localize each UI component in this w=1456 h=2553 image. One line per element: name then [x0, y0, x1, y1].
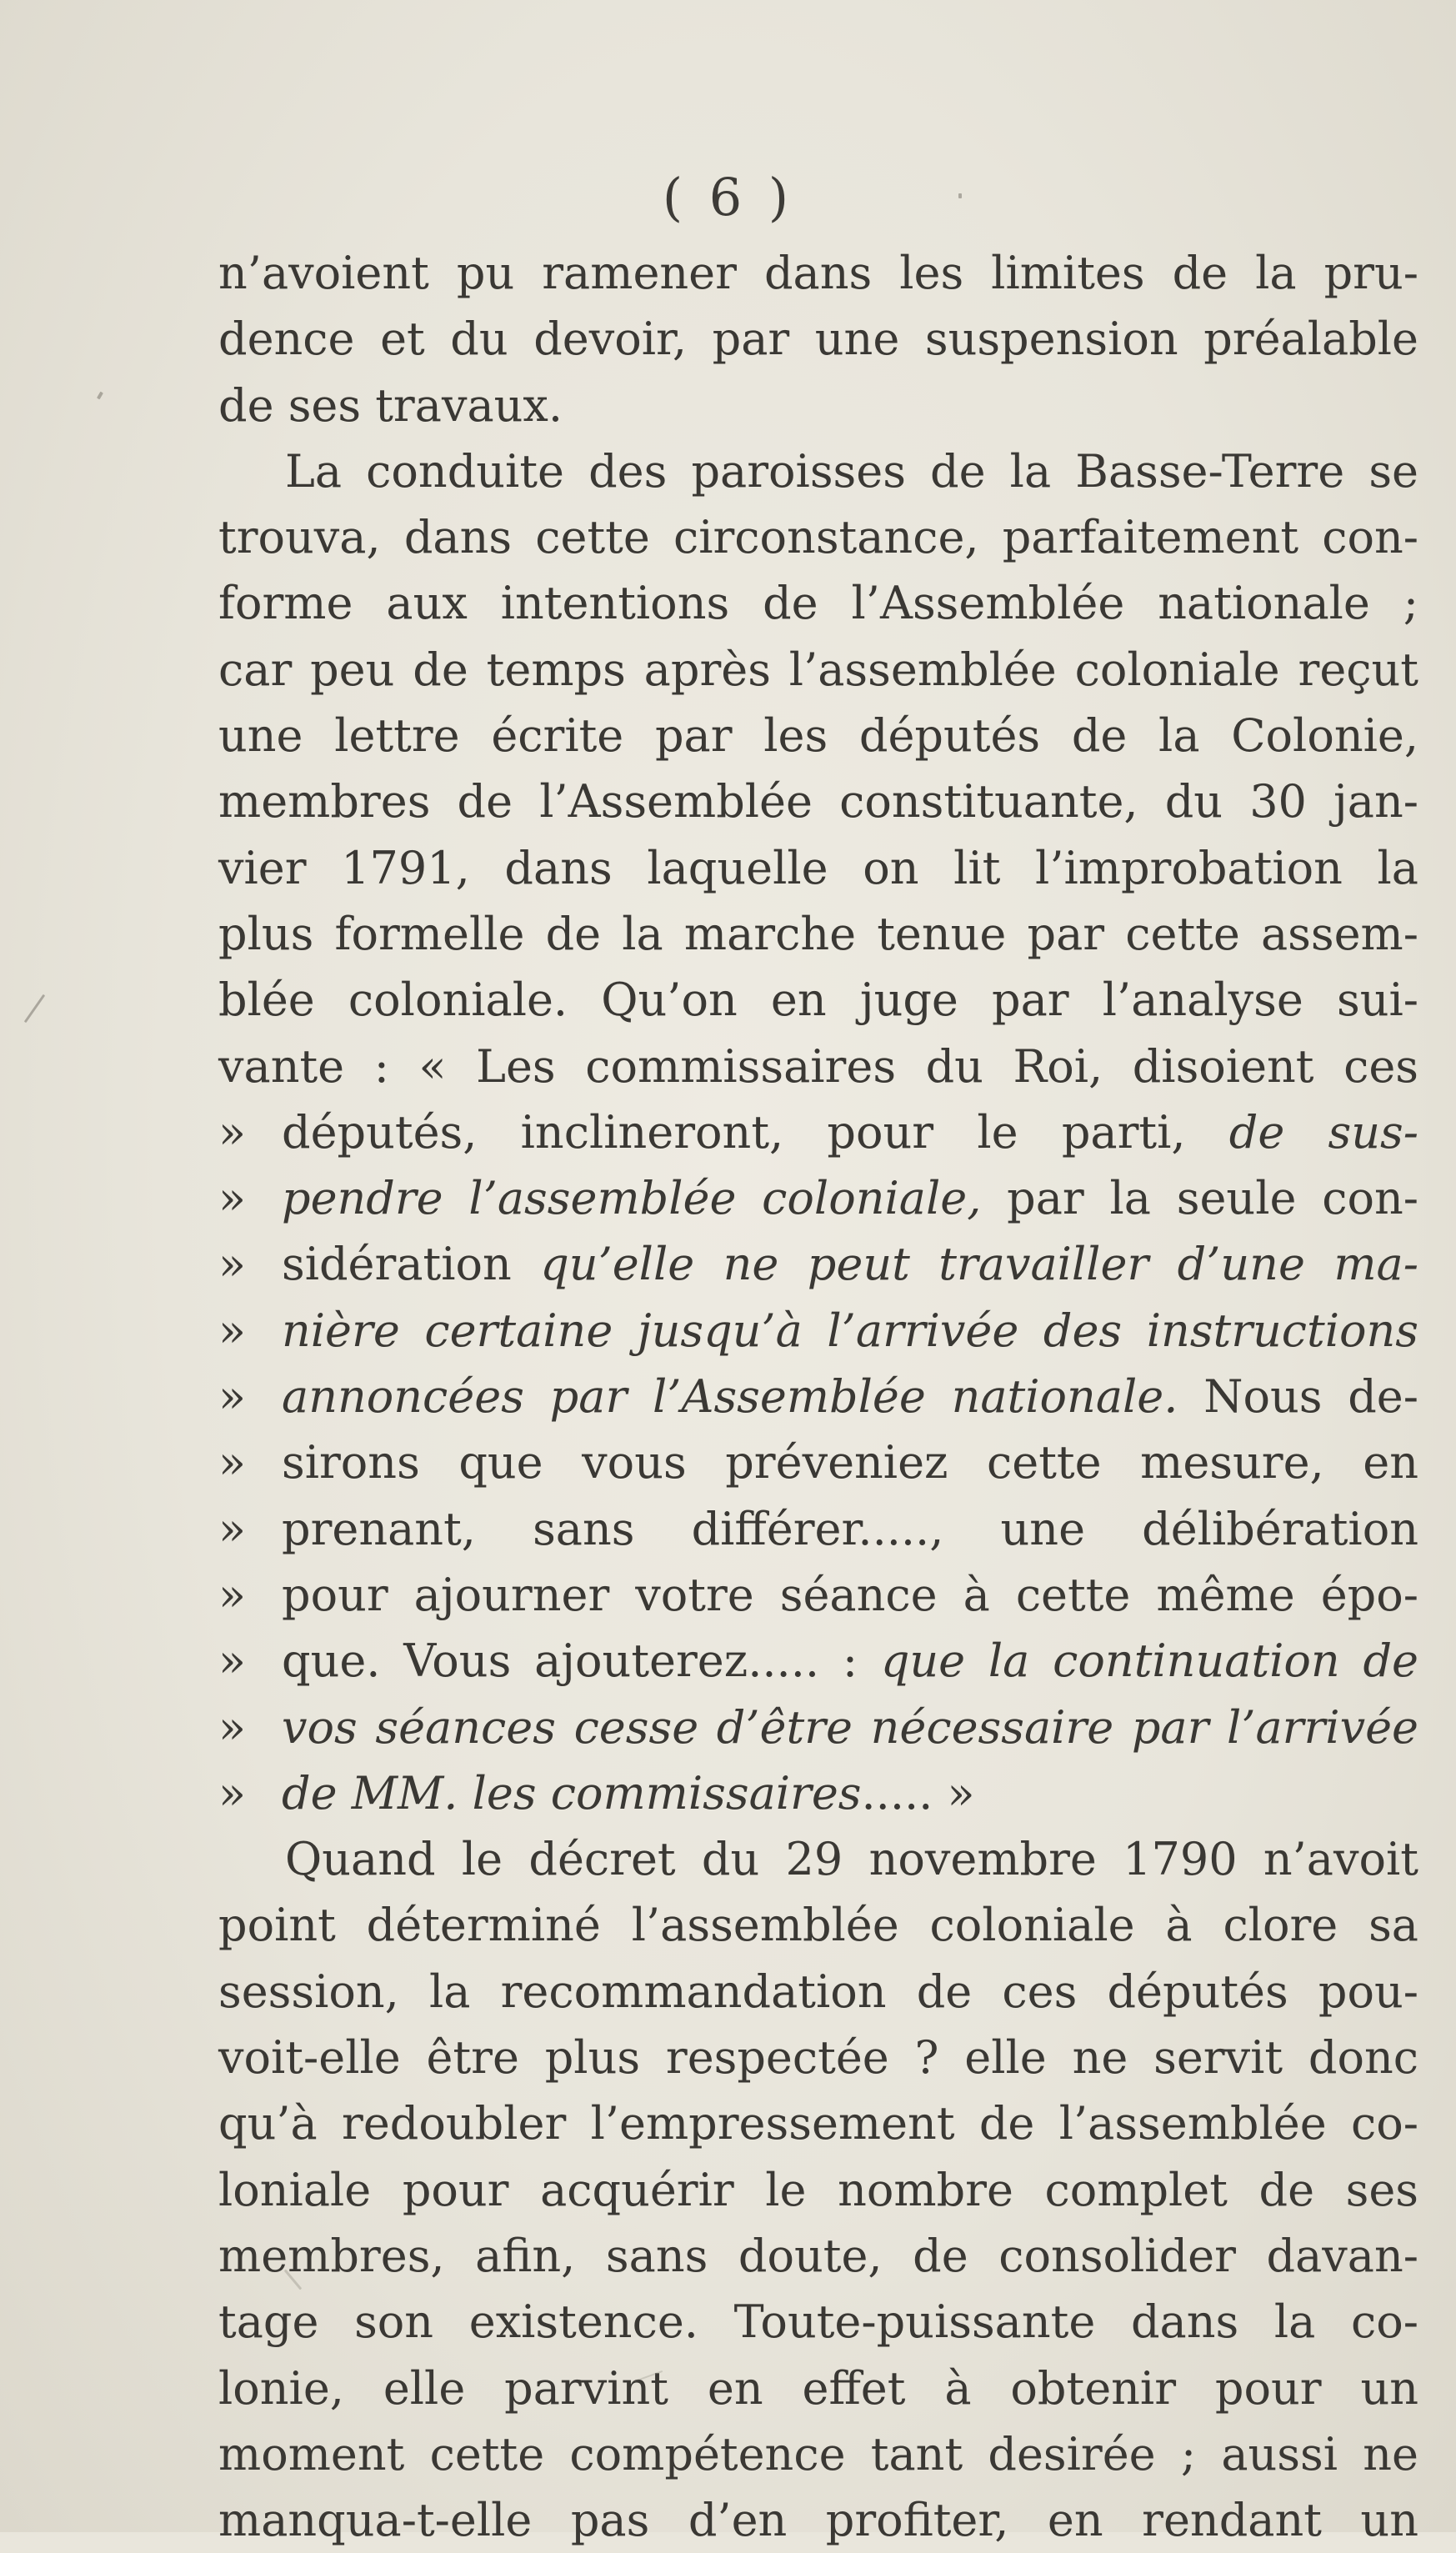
- text-run: vante : « Les commissaires du Roi, disoient ces: [218, 1039, 1418, 1093]
- text-run: de ses travaux.: [218, 378, 563, 432]
- text-line: [218, 504, 1418, 570]
- text-run: forme aux intentions de l’Assemblée nationale ;: [218, 577, 1418, 630]
- quote-mark: »: [218, 1172, 247, 1225]
- text-run: membres, afin, sans doute, de consolider davan-: [218, 2229, 1418, 2282]
- text-line: [218, 703, 1418, 768]
- quote-mark: »: [218, 1568, 247, 1621]
- text-run: membres de l’Assemblée constituante, du 30 jan-: [218, 775, 1418, 828]
- text-run: Nous de-: [1178, 1370, 1418, 1424]
- italic-text: vos séances cesse d’être nécessaire par l’arrivée: [282, 1700, 1418, 1754]
- quote-mark: »: [218, 1634, 247, 1688]
- text-run: ..... »: [861, 1766, 975, 1820]
- text-run: dence et du devoir, par une suspension préalable: [218, 313, 1418, 366]
- text-line: [218, 240, 1418, 306]
- text-line: [218, 2157, 1418, 2223]
- text-line: [218, 2090, 1418, 2156]
- text-line: [218, 306, 1418, 372]
- quote-mark: »: [218, 1238, 247, 1291]
- text-line: [218, 2289, 1418, 2355]
- italic-text: que la continuation de: [880, 1634, 1418, 1688]
- text-line: [218, 2223, 1418, 2289]
- text-line: [218, 768, 1418, 834]
- page-number: ( 6 ): [662, 167, 794, 228]
- text-line: [218, 1429, 1418, 1495]
- text-run: qu’à redoubler l’empressement de l’assemblée co-: [218, 2097, 1418, 2150]
- quote-mark: »: [218, 1370, 247, 1424]
- text-line: [218, 1165, 1418, 1231]
- text-line: [218, 1034, 1418, 1099]
- text-line: [218, 2025, 1418, 2090]
- text-line: [218, 1694, 1418, 1760]
- text-run: car peu de temps après l’assemblée coloniale reçut: [218, 643, 1418, 696]
- text-run: lonie, elle parvint en effet à obtenir pour un: [218, 2361, 1418, 2415]
- text-line: [218, 1099, 1418, 1165]
- italic-text: nière certaine jusqu’à l’arrivée des instructions: [282, 1304, 1418, 1357]
- text-run: session, la recommandation de ces députés pou-: [218, 1965, 1418, 2018]
- text-line: [218, 438, 1418, 504]
- italic-text: pendre l’assemblée coloniale,: [282, 1172, 982, 1225]
- italic-text: qu’elle ne peut travailler d’une ma-: [540, 1238, 1418, 1291]
- italic-text: annoncées par l’Assemblée nationale.: [282, 1370, 1178, 1424]
- quote-mark: »: [218, 1105, 247, 1159]
- italic-text: de sus-: [1228, 1105, 1418, 1159]
- text-line: [218, 1364, 1418, 1429]
- text-line: [218, 2487, 1418, 2553]
- text-run: plus formelle de la marche tenue par cette assem-: [218, 907, 1418, 960]
- text-line: [218, 1628, 1418, 1694]
- text-run: loniale pour acquérir le nombre complet de ses: [218, 2163, 1418, 2216]
- text-line: [218, 1826, 1418, 1892]
- text-run: une lettre écrite par les députés de la Colonie,: [218, 709, 1418, 763]
- text-line: [218, 1892, 1418, 1958]
- text-run: députés, inclineront, pour le parti,: [282, 1105, 1229, 1159]
- text-run: trouva, dans cette circonstance, parfaitement con-: [218, 511, 1418, 564]
- text-run: Quand le décret du 29 novembre 1790 n’avoit: [285, 1833, 1418, 1886]
- quote-mark: »: [218, 1700, 247, 1754]
- text-line: [218, 1562, 1418, 1628]
- text-run: n’avoient pu ramener dans les limites de la pru-: [218, 247, 1418, 299]
- text-run: sidération: [282, 1238, 541, 1291]
- text-line: [218, 637, 1418, 703]
- text-run: voit-elle être plus respectée ? elle ne servit donc: [218, 2031, 1418, 2085]
- text-line: [218, 2355, 1418, 2421]
- paper-speck: [97, 392, 103, 400]
- text-line: [218, 901, 1418, 967]
- text-run: blée coloniale. Qu’on en juge par l’analyse sui-: [218, 974, 1418, 1027]
- italic-text: de MM. les commissaires: [282, 1766, 862, 1820]
- text-run: point déterminé l’assemblée coloniale à clore sa: [218, 1899, 1418, 1952]
- text-run: par la seule con-: [981, 1172, 1419, 1225]
- text-run: sirons que vous préveniez cette mesure, en: [282, 1436, 1418, 1489]
- text-line: [218, 1959, 1418, 2025]
- text-run: moment cette compétence tant desirée ; aussi ne: [218, 2427, 1418, 2480]
- quote-mark: »: [218, 1304, 247, 1357]
- quote-mark: »: [218, 1766, 247, 1820]
- body-text: [218, 240, 1418, 2553]
- text-line: [218, 1298, 1418, 1364]
- text-run: prenant, sans différer....., une délibération: [282, 1502, 1418, 1555]
- text-line: [218, 1496, 1418, 1562]
- paper-speck: [958, 193, 962, 198]
- text-run: pour ajourner votre séance à cette même épo-: [282, 1568, 1418, 1621]
- text-line: [218, 835, 1418, 901]
- text-run: manqua-t-elle pas d’en profiter, en rendant un: [218, 2494, 1418, 2547]
- paper-speck: [24, 994, 45, 1023]
- text-run: vier 1791, dans laquelle on lit l’improbation la: [218, 841, 1418, 894]
- text-line: [218, 1231, 1418, 1297]
- text-line: [218, 570, 1418, 636]
- text-run: tage son existence. Toute-puissante dans la co-: [218, 2295, 1418, 2349]
- quote-mark: »: [218, 1502, 247, 1555]
- text-line: [218, 373, 1418, 438]
- text-line: [218, 1760, 1418, 1826]
- text-run: que. Vous ajouterez..... :: [282, 1634, 881, 1688]
- text-line: [218, 967, 1418, 1033]
- text-line: [218, 2421, 1418, 2487]
- quote-mark: »: [218, 1436, 247, 1489]
- text-run: La conduite des paroisses de la Basse-Terre se: [285, 444, 1418, 498]
